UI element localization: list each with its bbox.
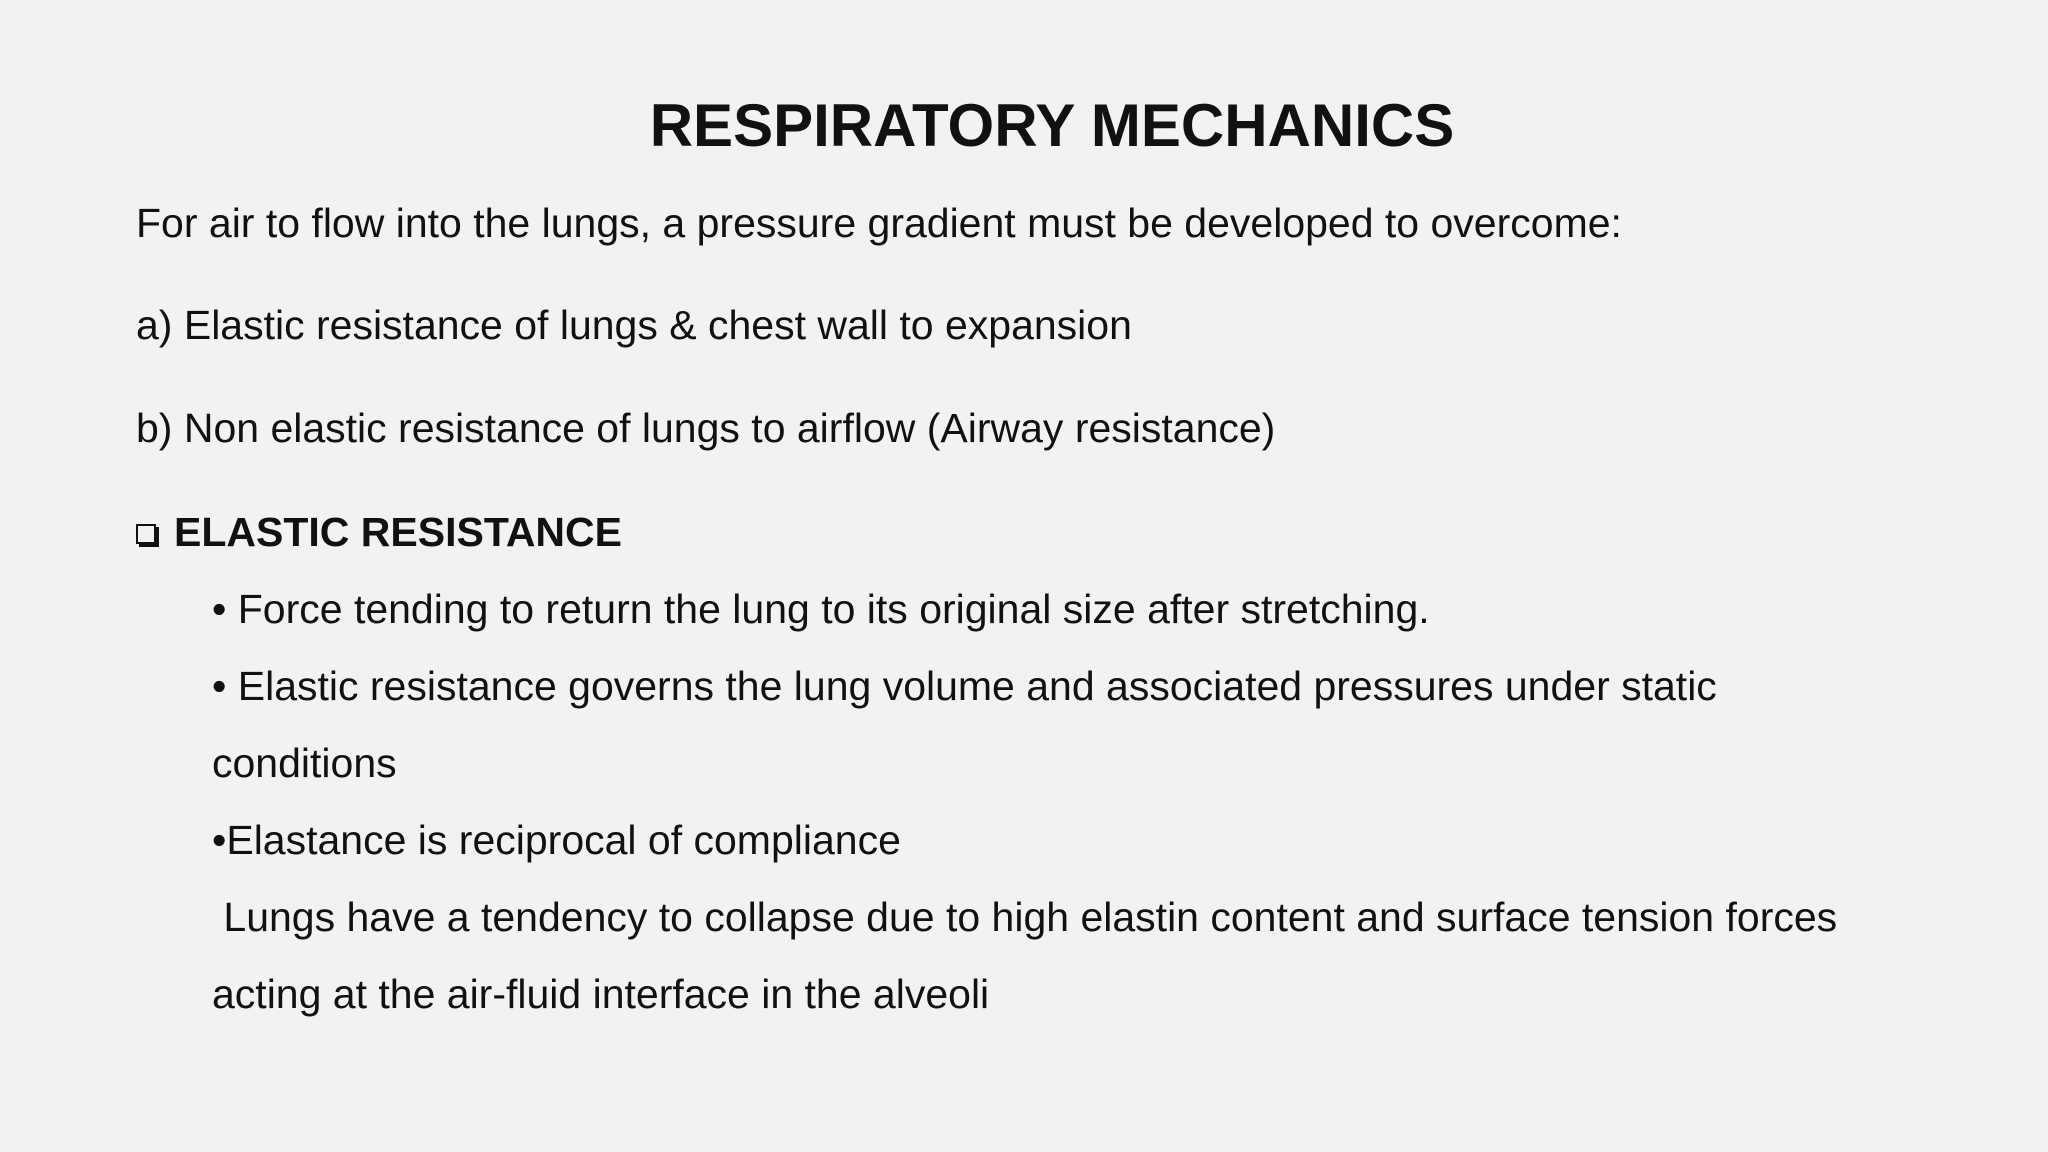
list-item-b: b) Non elastic resistance of lungs to airflow (Airway resistance) (136, 405, 1276, 451)
bullet-line-2: • Elastic resistance governs the lung volume and associated pressures under static (212, 663, 1717, 709)
bullet-line-3: •Elastance is reciprocal of compliance (212, 817, 901, 863)
slide-title: RESPIRATORY MECHANICS (649, 92, 1455, 159)
checkbox-square-icon (136, 524, 156, 544)
section-heading (136, 507, 622, 557)
section-heading-label: ELASTIC RESISTANCE (174, 509, 622, 555)
list-item-a: a) Elastic resistance of lungs & chest wall to expansion (136, 302, 1132, 348)
bullet-line-4: Lungs have a tendency to collapse due to high elastin content and surface tension forces (212, 894, 1838, 940)
bullet-line-2-continued: conditions (212, 740, 397, 786)
intro-text: For air to flow into the lungs, a pressure gradient must be developed to overcome: (136, 200, 1622, 246)
bullet-line-4-continued: acting at the air-fluid interface in the alveoli (212, 971, 990, 1017)
bullet-line-1: • Force tending to return the lung to its original size after stretching. (212, 586, 1430, 632)
